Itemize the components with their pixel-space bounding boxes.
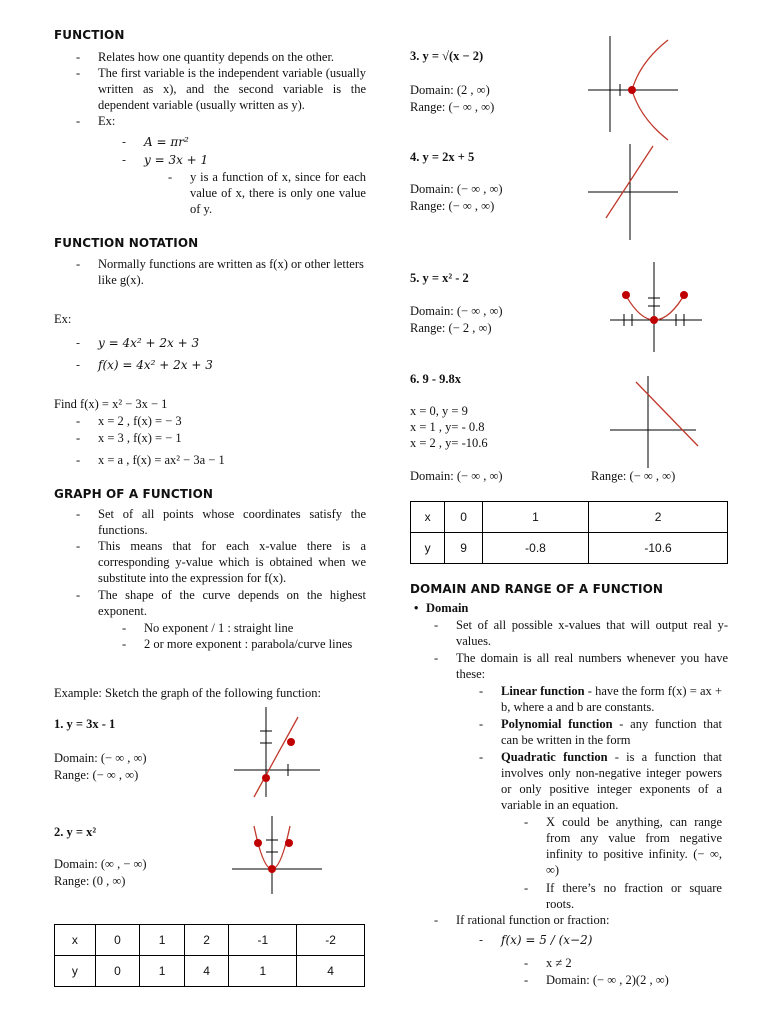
table-cell: -0.8 — [482, 533, 588, 564]
example-6-range: Range: (− ∞ , ∞) — [591, 469, 676, 483]
example-3-range: Range: (− ∞ , ∞) — [410, 100, 495, 114]
graph-sub-2: - 2 or more exponent : parabola/curve lines — [144, 636, 366, 652]
table-cell: 1 — [482, 502, 588, 533]
graph-5-parabola — [610, 262, 702, 352]
table-cell: y — [411, 533, 445, 564]
example-1-title: 1. y = 3x - 1 — [54, 717, 116, 731]
example-6-value-3: x = 2 , y= -10.6 — [410, 436, 488, 450]
example-area-formula: - A = πr² — [144, 134, 189, 150]
table-cell: y — [55, 956, 96, 987]
polynomial-function-desc: - any function that can be written in the form — [501, 717, 722, 747]
linear-function-desc: - have the form f(x) = ax + b, where a and b are constants. — [501, 684, 722, 714]
table-cell: 2 — [589, 502, 728, 533]
quadratic-function-desc: - is a function that involves only non-negative integer powers or only positive integer exponents of a variable in an equation. — [501, 750, 723, 812]
example-6-value-2: x = 1 , y= - 0.8 — [410, 420, 485, 434]
quadratic-function-item — [501, 749, 722, 813]
table-cell: 0 — [95, 925, 140, 956]
example-6-value-1: x = 0, y = 9 — [410, 404, 468, 418]
example-2-domain: Domain: (∞ , − ∞) — [54, 857, 147, 871]
graph-3-sqrt — [588, 36, 680, 132]
example-5-domain: Domain: (− ∞ , ∞) — [410, 304, 503, 318]
rational-restriction: - x ≠ 2 — [546, 955, 572, 971]
notation-heading: FUNCTION NOTATION — [54, 236, 199, 250]
example-4-range: Range: (− ∞ , ∞) — [410, 199, 495, 213]
example-3-title: 3. y = √(x − 2) — [410, 49, 484, 63]
example-6-title: 6. 9 - 9.8x — [410, 372, 462, 386]
graph-heading: GRAPH OF A FUNCTION — [54, 487, 214, 501]
graph-example: Example: Sketch the graph of the following function: — [54, 686, 321, 700]
notation-ex-1: - y = 4x² + 2x + 3 — [98, 335, 199, 351]
example-linear-formula: - y = 3x + 1 — [144, 152, 208, 168]
example-explanation: - y is a function of x, since for each value of x, there is only one value of y. — [190, 169, 366, 217]
example-2-title: 2. y = x² — [54, 825, 97, 839]
table-cell: 2 — [184, 925, 229, 956]
table-cell: 0 — [445, 502, 483, 533]
table-row — [55, 925, 365, 956]
example-4-title: 4. y = 2x + 5 — [410, 150, 475, 164]
table-cell: 4 — [297, 956, 365, 987]
function-bullet-1: - Relates how one quantity depends on the other. — [98, 49, 366, 65]
graph-2-parabola — [232, 816, 322, 894]
graph-bullet-2: - This means that for each x-value there is a corresponding y-value which is obtained when we substitute into the expression for f(x). — [98, 538, 366, 586]
table-row — [411, 502, 728, 533]
table-cell: 0 — [95, 956, 140, 987]
notation-find: Find f(x) = x² − 3x − 1 — [54, 397, 168, 411]
example-4-domain: Domain: (− ∞ , ∞) — [410, 182, 503, 196]
quadratic-sub-2: - If there’s no fraction or square roots. — [546, 880, 722, 912]
table-cell: -1 — [229, 925, 297, 956]
polynomial-function-item — [501, 716, 722, 748]
notation-row-2: - x = 3 , f(x) = − 1 — [98, 430, 182, 446]
linear-function-item — [501, 683, 722, 715]
table-cell: -10.6 — [589, 533, 728, 564]
quadratic-sub-1: - X could be anything, can range from any value from negative infinity to positive infinity. (− ∞, ∞) — [546, 814, 722, 878]
graph-bullet-1: - Set of all points whose coordinates satisfy the functions. — [98, 506, 366, 538]
table-row — [411, 533, 728, 564]
graph-sub-1: - No exponent / 1 : straight line — [144, 620, 366, 636]
example-1-range: Range: (− ∞ , ∞) — [54, 768, 139, 782]
quadratic-function-term: Quadratic function — [501, 750, 608, 764]
domain-label: • Domain — [426, 600, 468, 616]
rational-domain: - Domain: (− ∞ , 2)(2 , ∞) — [546, 972, 669, 988]
table-cell: 4 — [184, 956, 229, 987]
example-5-title: 5. y = x² - 2 — [410, 271, 469, 285]
function-bullet-2: - The first variable is the independent variable (usually written as x), and the second variable is the dependent variable (usually written as y). — [98, 65, 366, 113]
table-cell: x — [55, 925, 96, 956]
table-example-6 — [410, 501, 728, 564]
table-cell: 1 — [140, 956, 185, 987]
domain-range-heading: DOMAIN AND RANGE OF A FUNCTION — [410, 582, 664, 596]
domain-bullet-1: - Set of all possible x-values that will output real y-values. — [456, 617, 728, 649]
table-cell: -2 — [297, 925, 365, 956]
example-6-domain: Domain: (− ∞ , ∞) — [410, 469, 503, 483]
table-cell: 9 — [445, 533, 483, 564]
table-row — [55, 956, 365, 987]
notation-bullet: - Normally functions are written as f(x) or other letters like g(x). — [98, 256, 366, 288]
table-cell: 1 — [229, 956, 297, 987]
example-1-domain: Domain: (− ∞ , ∞) — [54, 751, 147, 765]
table-cell: x — [411, 502, 445, 533]
function-bullet-3: - Ex: — [98, 113, 115, 129]
domain-bullet-2: - The domain is all real numbers whenever you have these: — [456, 650, 728, 682]
example-2-range: Range: (0 , ∞) — [54, 874, 126, 888]
notation-ex-2: - f(x) = 4x² + 2x + 3 — [98, 357, 213, 373]
example-3-domain: Domain: (2 , ∞) — [410, 83, 490, 97]
table-y-equals-x-squared — [54, 924, 365, 987]
graph-6-linear — [610, 376, 702, 468]
linear-function-term: Linear function — [501, 684, 585, 698]
polynomial-function-term: Polynomial function — [501, 717, 613, 731]
graph-1-linear — [230, 707, 320, 797]
rational-function: - f(x) = 5 / (x−2) — [501, 932, 592, 948]
notation-row-1: - x = 2 , f(x) = − 3 — [98, 413, 182, 429]
domain-bullet-3: - If rational function or fraction: — [456, 912, 609, 928]
example-5-range: Range: (− 2 , ∞) — [410, 321, 492, 335]
notation-row-3: - x = a , f(x) = ax² − 3a − 1 — [98, 452, 225, 468]
graph-bullet-3: - The shape of the curve depends on the highest exponent. — [98, 587, 366, 619]
notation-ex-label: Ex: — [54, 312, 72, 326]
graph-4-linear — [588, 144, 680, 240]
table-cell: 1 — [140, 925, 185, 956]
function-heading: FUNCTION — [54, 28, 125, 42]
